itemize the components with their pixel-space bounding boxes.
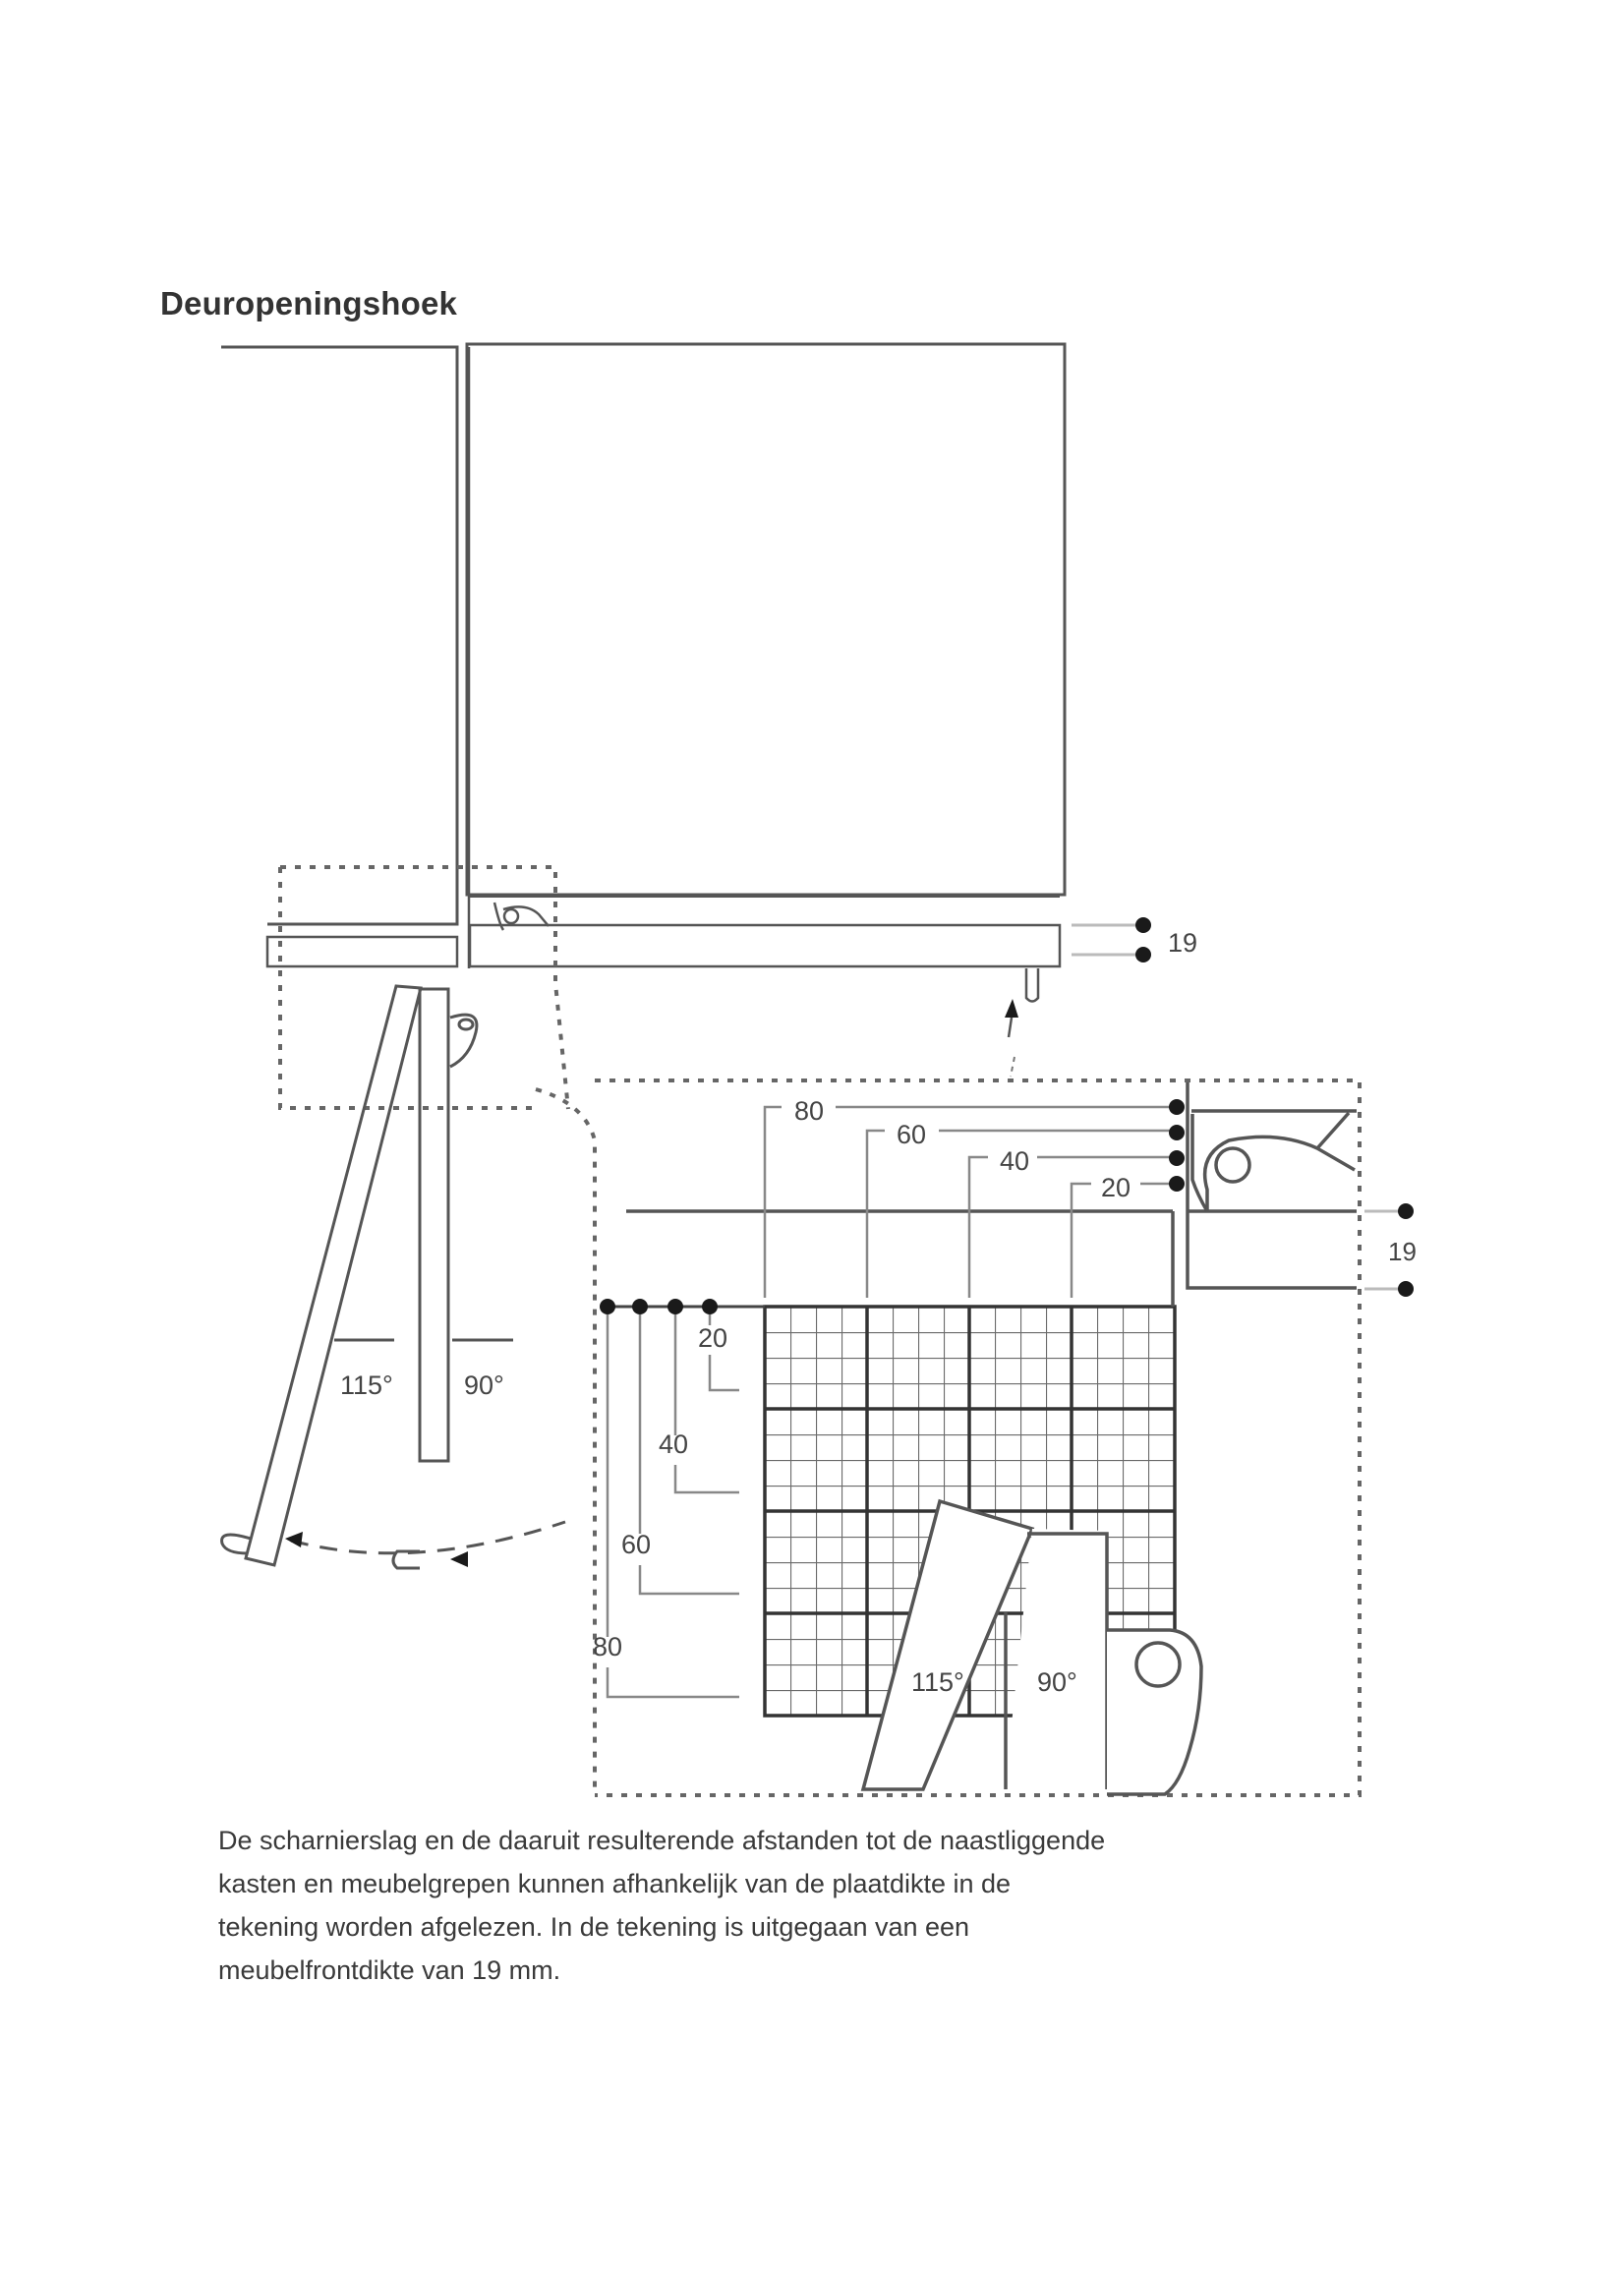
top-front-thickness-label: 19 <box>1168 928 1198 958</box>
right-angle-closed-label: 90° <box>1037 1667 1077 1697</box>
right-angle-open-label: 115° <box>911 1667 964 1697</box>
caption-line: tekening worden afgelezen. In de tekening is uitgegaan van een <box>218 1912 970 1942</box>
v-scale-label-60: 60 <box>621 1530 652 1559</box>
v-scale-label-40: 40 <box>659 1429 689 1459</box>
h-scale-label-60: 60 <box>897 1120 927 1149</box>
caption <box>218 1819 1359 1992</box>
top-view <box>221 344 1143 1002</box>
door-front <box>470 925 1060 966</box>
right-front-thickness-label: 19 <box>1388 1237 1417 1266</box>
h-scale-label-40: 40 <box>1000 1146 1030 1176</box>
v-scale-label-80: 80 <box>593 1632 623 1662</box>
h-scale-label-80: 80 <box>794 1096 825 1126</box>
door-closed-90 <box>420 989 448 1461</box>
dim-dot <box>1135 947 1151 962</box>
left-door-swing <box>222 986 513 1568</box>
appliance-body <box>467 344 1065 895</box>
left-angle-closed-label: 90° <box>464 1370 504 1400</box>
handle <box>1026 968 1038 1002</box>
caption-line: De scharnierslag en de daaruit resulterende afstanden tot de naastliggende <box>218 1826 1106 1855</box>
page-title: Deuropeningshoek <box>160 285 458 321</box>
caption-line: meubelfrontdikte van 19 mm. <box>218 1955 561 1985</box>
v-scale-label-20: 20 <box>698 1323 728 1353</box>
caption-line: kasten en meubelgrepen kunnen afhankelijk van de plaatdikte in de <box>218 1869 1012 1898</box>
dim-dot <box>1135 917 1151 933</box>
h-scale-label-20: 20 <box>1101 1173 1131 1202</box>
left-angle-open-label: 115° <box>340 1370 393 1400</box>
neighbour-front <box>267 937 457 966</box>
door-open-115 <box>246 986 421 1565</box>
neighbour-cabinet <box>221 347 457 924</box>
